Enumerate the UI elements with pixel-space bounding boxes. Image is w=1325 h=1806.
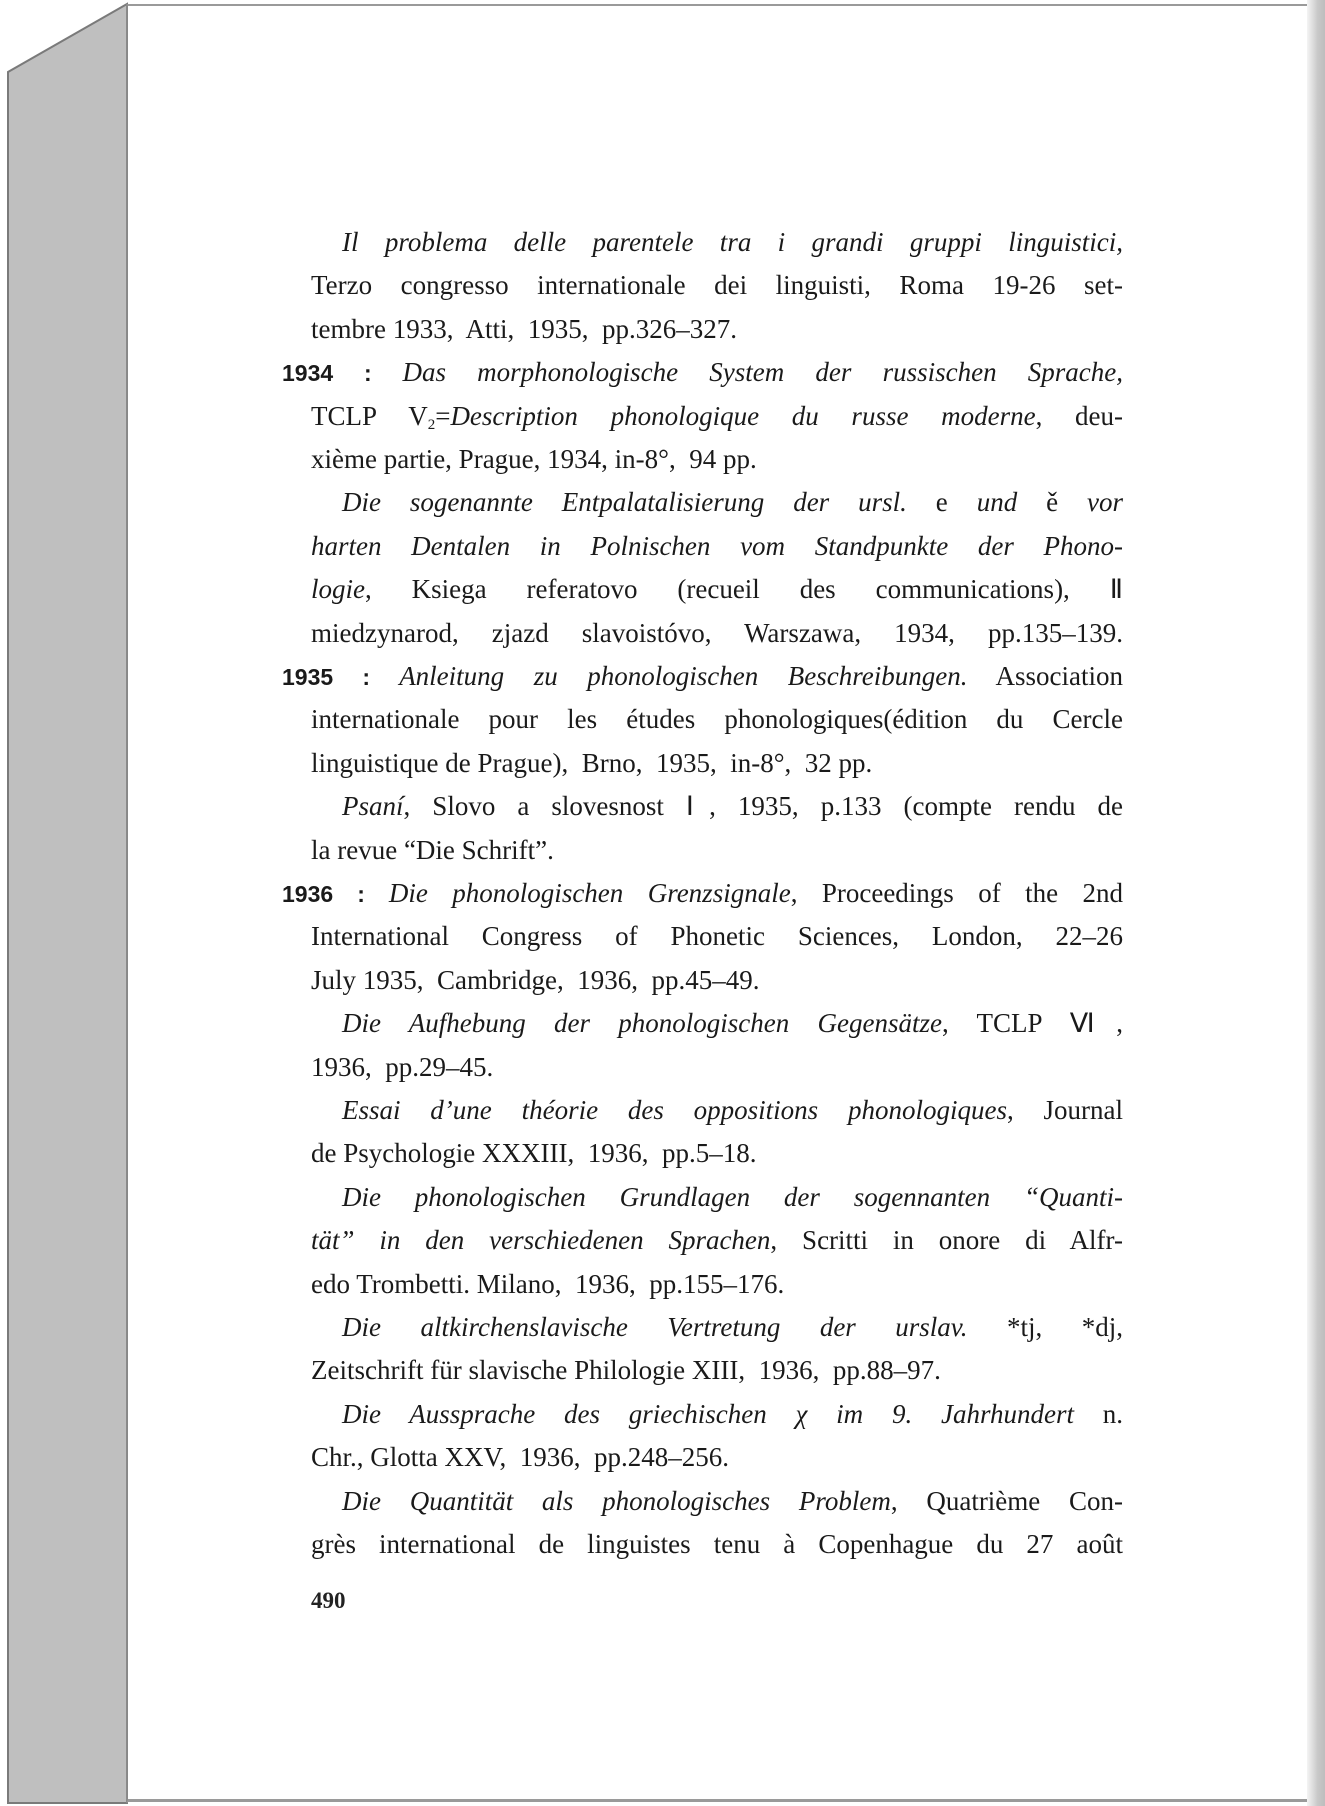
year-label: 1934 : — [282, 360, 403, 386]
citation-text: , Quatrième Con- — [890, 1486, 1123, 1516]
work-title: Die altkirchenslavische Vertretung der urslav. — [342, 1312, 968, 1342]
work-title: Die Aussprache des griechischen χ im 9. Jahrhundert — [342, 1399, 1074, 1429]
citation-text: , Ksiega referatovo (recueil des communications), Ⅱ — [365, 574, 1123, 604]
citation-text: internationale pour les études phonologiques(édition du Cercle — [311, 704, 1123, 734]
text-line — [311, 958, 1123, 1002]
work-title: Die Aufhebung der phonologischen Gegensätze — [342, 1008, 942, 1038]
citation-text: , Journal — [1006, 1095, 1124, 1125]
work-title: Die phonologischen Grenzsignale — [388, 878, 791, 908]
text-line — [342, 784, 1123, 828]
citation-text: edo Trombetti. Milano, 1936, pp.155–176. — [311, 1269, 785, 1299]
work-title: Psaní — [342, 791, 404, 821]
text-line — [311, 611, 1123, 655]
work-title: logie — [311, 574, 365, 604]
work-title: Die Quantität als phonologisches Problem — [342, 1486, 891, 1516]
citation-text: 1936, pp.29–45. — [311, 1052, 494, 1082]
text-line — [311, 567, 1123, 611]
text-line — [311, 437, 1123, 481]
text-line — [311, 394, 1123, 438]
text-line — [311, 1435, 1123, 1479]
citation-text: de Psychologie XXXIII, 1936, pp.5–18. — [311, 1138, 757, 1168]
year-label: 1935 : — [282, 664, 400, 690]
work-title: Description phonologique du russe moderne — [450, 401, 1036, 431]
text-line — [311, 307, 1123, 351]
page-edge-shadow — [1307, 0, 1325, 1806]
page-number: 490 — [311, 1588, 346, 1613]
citation-text: n. — [1073, 1399, 1123, 1429]
citation-text: , Scritti in onore di Alfr- — [770, 1225, 1123, 1255]
work-title: Il problema delle parentele tra i grandi gruppi linguistici, — [342, 227, 1123, 257]
citation-text: , TCLP Ⅵ, — [942, 1008, 1123, 1038]
citation-text: la revue “Die Schrift”. — [311, 835, 554, 865]
text-line — [342, 1175, 1123, 1219]
text-line — [342, 1305, 1123, 1349]
citation-text: 2 — [427, 417, 436, 433]
text-line — [342, 220, 1123, 264]
citation-text: ě — [1017, 487, 1087, 517]
text-line — [311, 828, 1123, 872]
text-line — [342, 480, 1123, 524]
text-line — [311, 1218, 1123, 1262]
work-title: Essai d’une théorie des oppositions phonologiques — [342, 1095, 1007, 1125]
text-line — [342, 1088, 1123, 1132]
work-title: vor — [1087, 487, 1123, 517]
work-title: Anleitung zu phonologischen Beschreibungen. — [399, 661, 968, 691]
text-line — [311, 524, 1123, 568]
citation-text: Terzo congresso internationale dei linguisti, Roma 19-26 set- — [311, 270, 1123, 300]
citation-text: TCLP V — [311, 401, 428, 431]
book-spine — [0, 0, 140, 1806]
text-line — [311, 697, 1123, 741]
work-title: Das morphonologische System der russischen Sprache, — [402, 357, 1123, 387]
text-line — [311, 1522, 1123, 1566]
text-line — [311, 741, 1123, 785]
citation-text: = — [435, 401, 451, 431]
citation-text: tembre 1933, Atti, 1935, pp.326–327. — [311, 314, 737, 344]
citation-text: , deu- — [1035, 401, 1123, 431]
work-title: Die sogenannte Entpalatalisierung der ursl. — [342, 487, 907, 517]
citation-text: Zeitschrift für slavische Philologie XIII, 1936, pp.88–97. — [311, 1355, 941, 1385]
work-title: harten Dentalen in Polnischen vom Standpunkte der Phono- — [311, 531, 1123, 561]
citation-text: linguistique de Prague), Brno, 1935, in-8°, 32 pp. — [311, 748, 873, 778]
year-label: 1936 : — [282, 881, 389, 907]
text-line — [282, 350, 1123, 394]
citation-text: grès international de linguistes tenu à Copenhague du 27 août — [311, 1529, 1123, 1559]
text-line — [342, 1479, 1123, 1523]
citation-text: miedzynarod, zjazd slavoistóvo, Warszawa, 1934, pp.135–139. — [311, 618, 1123, 648]
text-line — [311, 914, 1123, 958]
text-line — [311, 263, 1123, 307]
citation-text: , Proceedings of the 2nd — [790, 878, 1123, 908]
text-line — [311, 1131, 1123, 1175]
citation-text: , Slovo a slovesnost Ⅰ, 1935, p.133 (compte rendu de — [403, 791, 1123, 821]
work-title: und — [976, 487, 1018, 517]
text-line — [342, 1392, 1123, 1436]
citation-text: *tj, *dj, — [967, 1312, 1123, 1342]
work-title: Die phonologischen Grundlagen der sogennanten “Quanti- — [342, 1182, 1123, 1212]
text-line — [342, 1001, 1123, 1045]
text-line — [311, 1348, 1123, 1392]
citation-text: Association — [967, 661, 1124, 691]
text-line — [282, 871, 1123, 915]
citation-text: International Congress of Phonetic Sciences, London, 22–26 — [311, 921, 1123, 951]
citation-text: e — [906, 487, 977, 517]
work-title: tät” in den verschiedenen Sprachen — [311, 1225, 771, 1255]
citation-text: July 1935, Cambridge, 1936, pp.45–49. — [311, 965, 760, 995]
text-line — [311, 1045, 1123, 1089]
citation-text: Chr., Glotta XXV, 1936, pp.248–256. — [311, 1442, 730, 1472]
citation-text: xième partie, Prague, 1934, in-8°, 94 pp. — [311, 444, 757, 474]
text-line — [282, 654, 1123, 698]
text-line — [311, 1262, 1123, 1306]
